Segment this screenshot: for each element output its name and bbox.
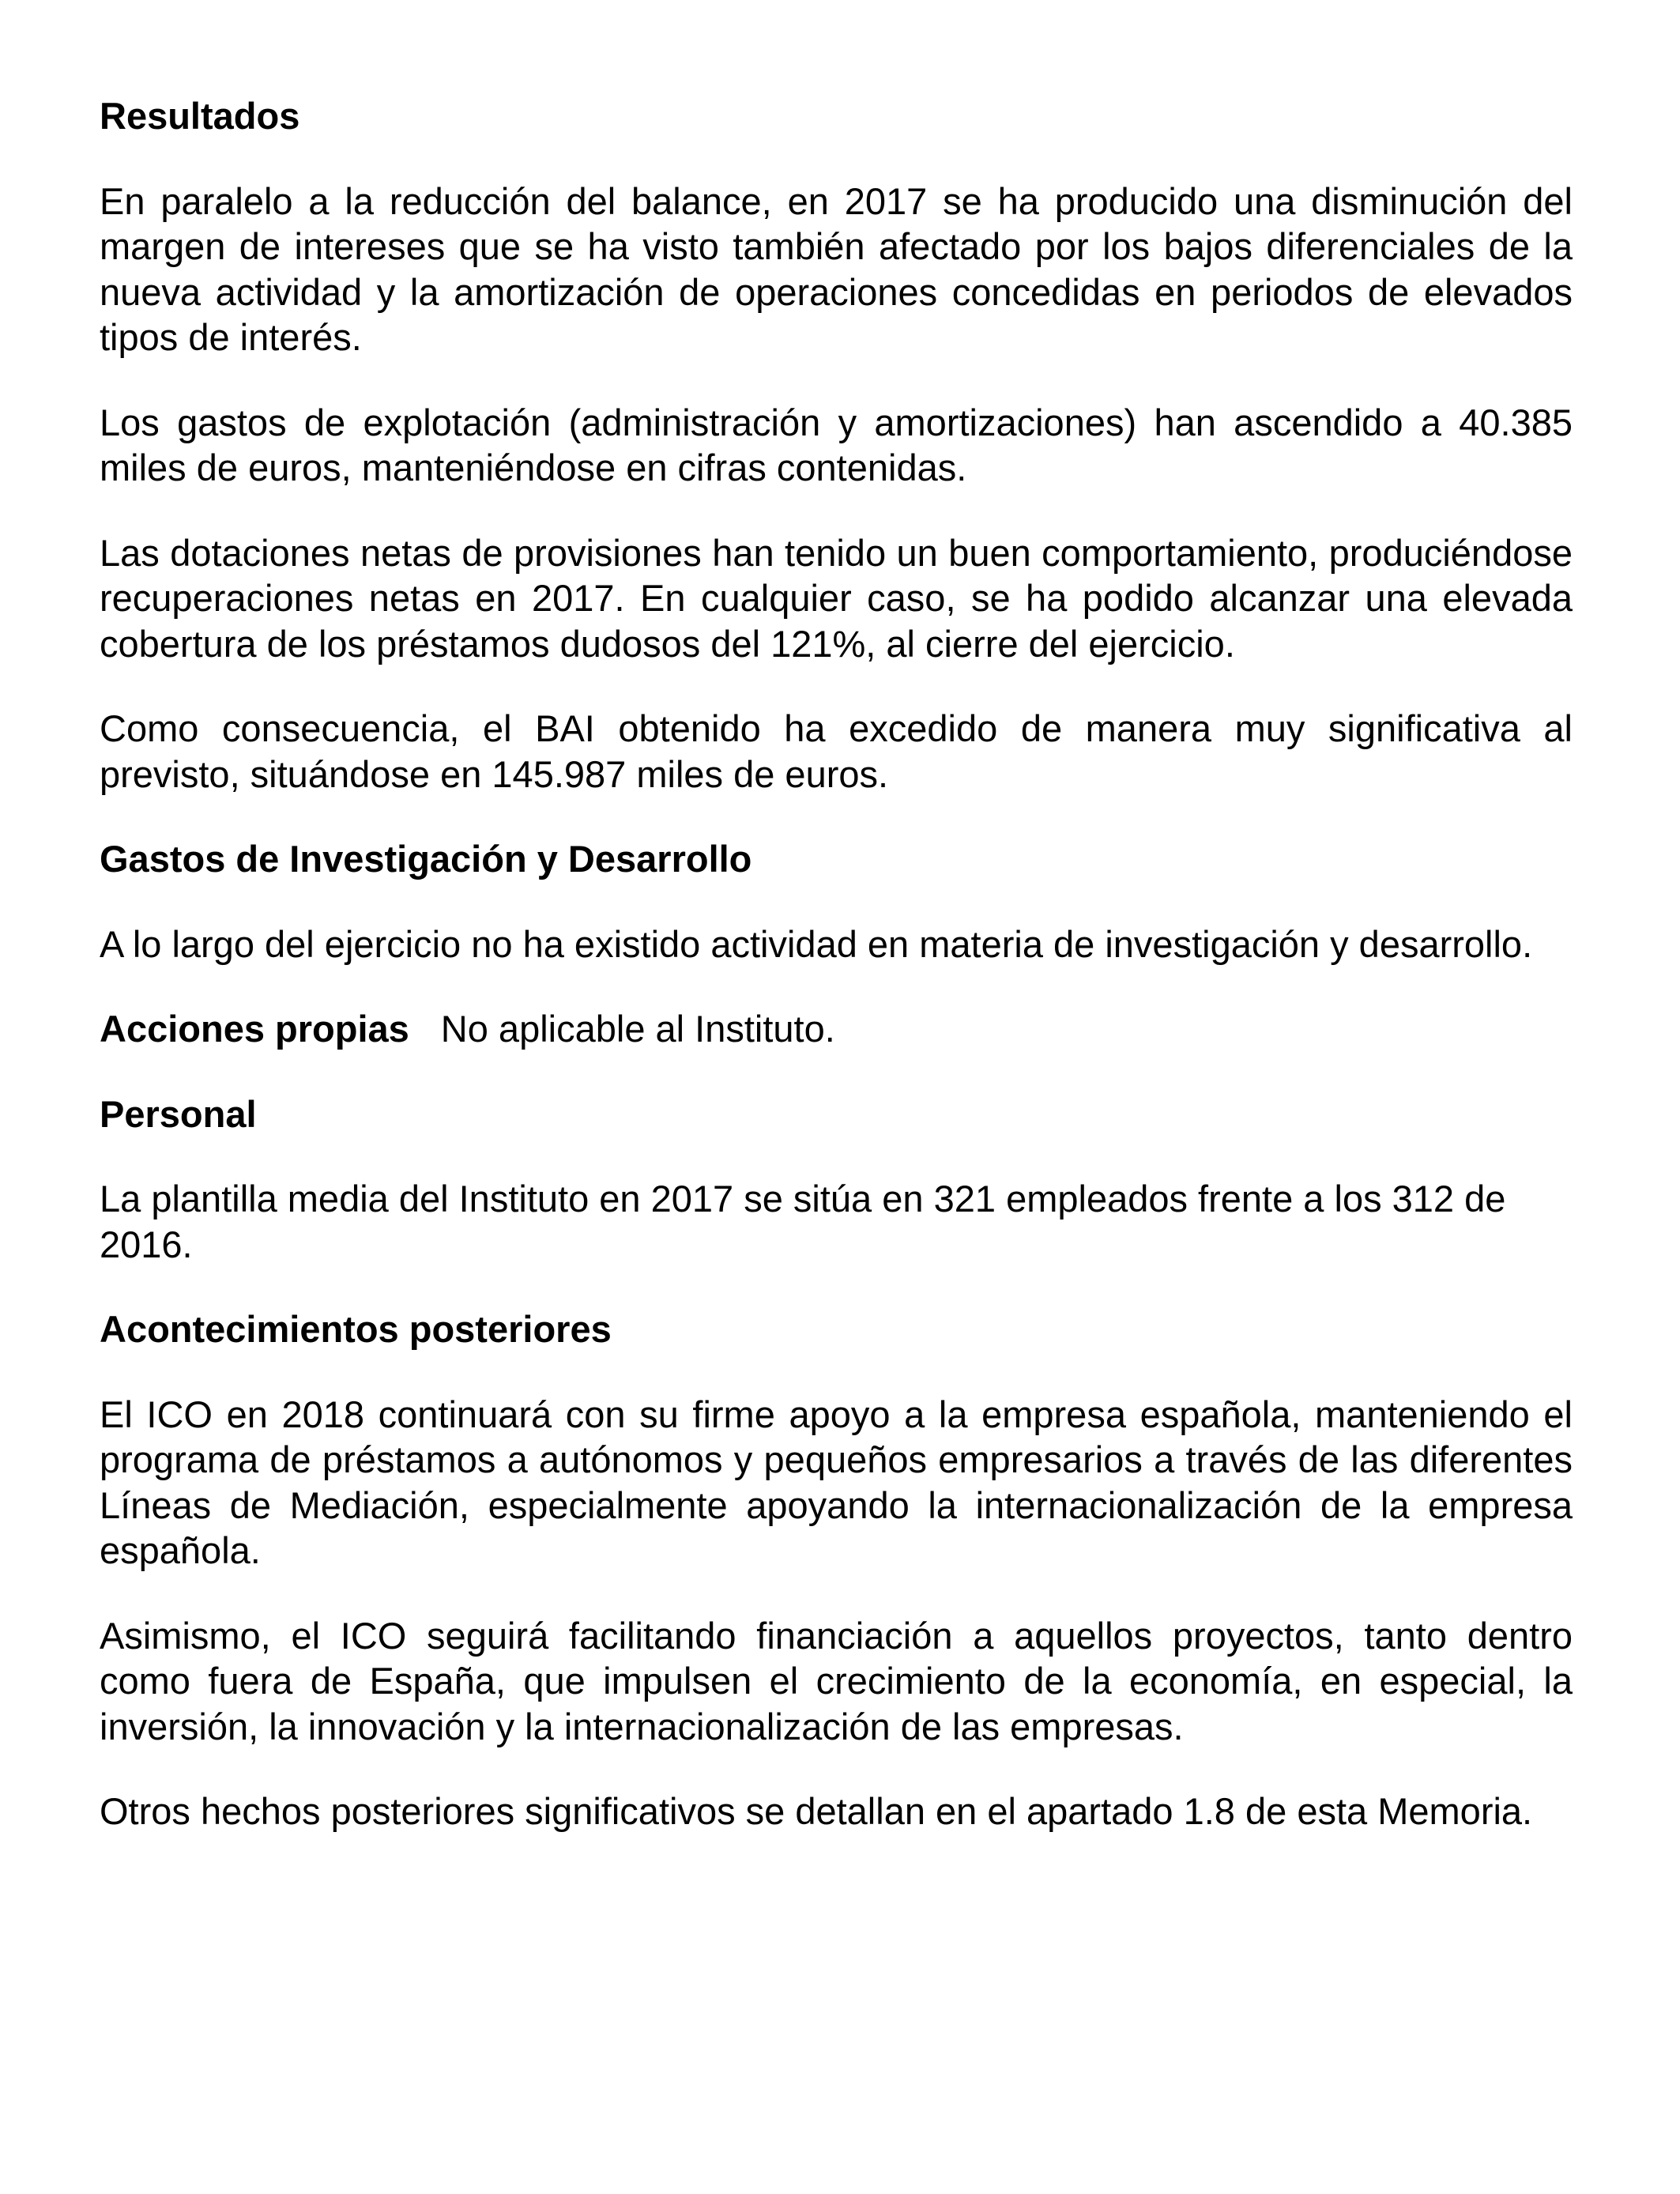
- section-heading-acciones: Acciones propias: [100, 1008, 409, 1050]
- paragraph-otros-hechos: Otros hechos posteriores significativos se detallan en el apartado 1.8 de esta Memoria.: [100, 1790, 1533, 1832]
- paragraph-margen-intereses: En paralelo a la reducción del balance, en 2017 se ha producido una disminución del margen de intereses que se ha visto también afectado por los bajos diferenciales de la nueva actividad y la amortización de operaciones concedidas en periodos de elevados tipos de interés.: [100, 179, 1573, 358]
- paragraph-financiacion: Asimismo, el ICO seguirá facilitando financiación a aquellos proyectos, tanto dentro como fuera de España, que impulsen el crecimiento de la economía, en especial, la inversión, la innovación y la internacionalización de las empresas.: [100, 1614, 1573, 1747]
- section-heading-personal: Personal: [100, 1092, 257, 1135]
- paragraph-ico-2018: El ICO en 2018 continuará con su firme apoyo a la empresa española, manteniendo el programa de préstamos a autónomos y pequeños empresarios a través de las diferentes Líneas de Mediación, especialmente apoyando la internacionalización de la empresa española.: [100, 1393, 1573, 1571]
- paragraph-id: A lo largo del ejercicio no ha existido actividad en materia de investigación y desarrollo.: [100, 922, 1533, 965]
- paragraph-gastos-explotacion: Los gastos de explotación (administración y amortizaciones) han ascendido a 40.385 miles de euros, manteniéndose en cifras contenidas.: [100, 401, 1573, 488]
- paragraph-bai: Como consecuencia, el BAI obtenido ha excedido de manera muy significativa al previsto, situándose en 145.987 miles de euros.: [100, 707, 1573, 795]
- section-heading-id: Gastos de Investigación y Desarrollo: [100, 838, 752, 880]
- acciones-propias-text: No aplicable al Instituto.: [440, 1008, 835, 1050]
- paragraph-plantilla: La plantilla media del Instituto en 2017 se sitúa en 321 empleados frente a los 312 de 2016.: [100, 1178, 1506, 1265]
- document-page: [100, 93, 1573, 1874]
- acciones-propias-row: [100, 1006, 1573, 1052]
- section-heading-posteriores: Acontecimientos posteriores: [100, 1308, 612, 1350]
- paragraph-dotaciones-provisiones: Las dotaciones netas de provisiones han tenido un buen comportamiento, produciéndose recuperaciones netas en 2017. En cualquier caso, se ha podido alcanzar una elevada cobertura de los préstamos dudosos del 121%, al cierre del ejercicio.: [100, 531, 1573, 665]
- section-heading-resultados: Resultados: [100, 95, 300, 137]
